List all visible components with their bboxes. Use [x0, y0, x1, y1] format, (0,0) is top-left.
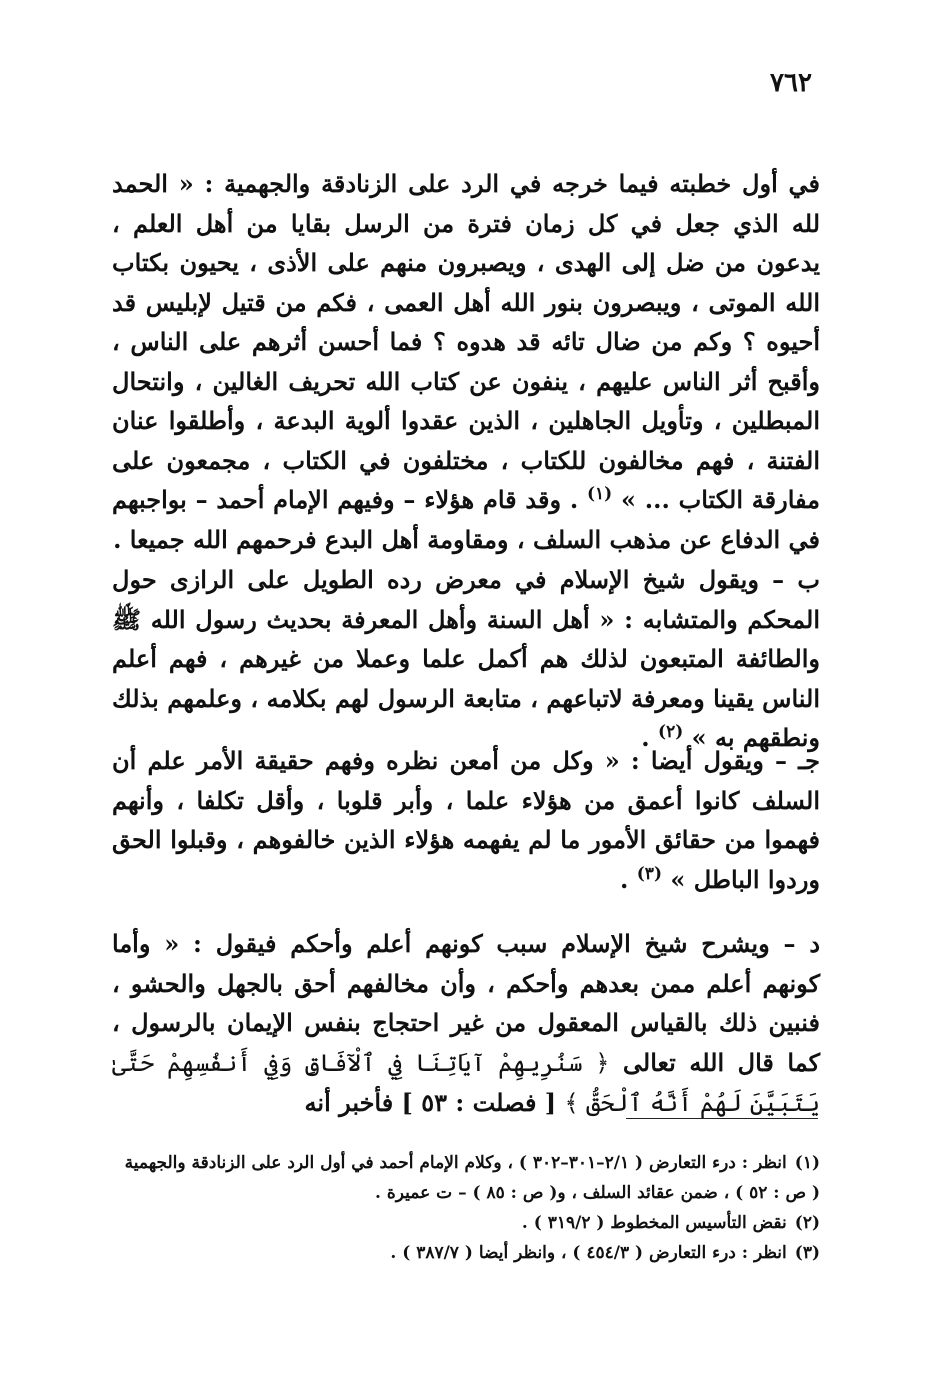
paragraph-4-text: د – ويشرح شيخ الإسلام سبب كونهم أعلم وأحكم فيقول : « وأما كونهم أعلم ممن بعدهم وأحكم ، وأن مخالفهم أحق بالجهل والحشو ، فنبين ذلك بالقياس المعقول من غير احتجاج بنفس الإيمان بالرسول ، كما قال الله تعالى: [112, 929, 821, 1077]
paragraph-2-continuation: .: [641, 723, 650, 752]
footnote-1-number: (١): [794, 1153, 820, 1173]
footnote-1: [112, 1148, 820, 1208]
footnote-3-number: (٣): [794, 1243, 820, 1263]
paragraph-1-continuation: . وقد قام هؤلاء – وفيهم الإمام أحمد – بواجبهم في الدفاع عن مذهب السلف ، ومقاومة أهل البدع فرحمهم الله جميعا .: [112, 485, 820, 554]
footnote-ref-2: (٢): [658, 722, 684, 742]
paragraph-3-text: جـ – ويقول أيضا : « وكل من أمعن نظره وفهم حقيقة الأمر علم أن السلف كانوا أعمق من هؤلاء علما ، وأبر قلوبا ، وأقل تكلفا ، وأنهم فهموا من حقائق الأمور ما لم يفهمه هؤلاء الذين خالفوهم ، وقبلوا الحق وردوا الباطل »: [112, 746, 820, 894]
footnote-2: [112, 1208, 820, 1238]
footnote-ref-3: (٣): [636, 863, 662, 884]
paragraph-4-continuation: [ فصلت : ٥٣ ] فأخبر أنه: [304, 1088, 557, 1117]
paragraph-3: [112, 741, 820, 899]
paragraph-1-text: في أول خطبته فيما خرجه في الرد على الزنادقة والجهمية : « الحمد لله الذي جعل في كل زمان فترة من الرسل بقايا من أهل العلم ، يدعون من ضل إلى الهدى ، ويصبرون منهم على الأذى ، يحيون بكتاب الله الموتى ، ويبصرون بنور الله أهل العمى ، فكم من قتيل لإبليس قد أحيوه ؟ وكم من ضال تائه قد هدوه ؟ فما أحسن أثرهم على الناس ، وأقبح أثر الناس عليهم ، ينفون عن كتاب الله تحريف الغالين ، وانتحال المبطلين ، وتأويل الجاهلين ، الذين عقدوا ألوية البدعة ، وأطلقوا عنان الفتنة ، فهم مخالفون للكتاب ، مختلفون في الكتاب ، مجمعون على مفارقة الكتاب ... »: [112, 169, 821, 514]
quran-verse: ﴿ سَنُرِيهِمْ آيَاتِنَا فِي ٱلْآفَاقِ وَفِي أَنفُسِهِمْ حَتَّىٰ يَتَبَيَّنَ لَهُمْ أَنَّهُ ٱلْحَقُّ ﴾: [112, 1048, 820, 1117]
footnote-3-text: انظر : درء التعارض ( ٤٥٤/٣ ) ، وانظر أيضا ( ٣٨٧/٧ ) .: [390, 1243, 787, 1263]
footnote-separator: [626, 1118, 818, 1119]
footnote-3: [112, 1238, 820, 1268]
paragraph-3-continuation: .: [620, 864, 629, 894]
paragraph-4: [112, 924, 820, 1124]
paragraph-1: [112, 164, 820, 559]
footnote-2-number: (٢): [794, 1213, 820, 1233]
footnote-ref-1: (١): [586, 484, 613, 504]
footnotes: [112, 1148, 820, 1268]
footnote-1-text: انظر : درء التعارض ( ٢/١–٣٠١–٣٠٢ ) ، وكلام الإمام أحمد في أول الرد على الزنادقة والجهمية ( ص : ٥٢ ) ، ضمن عقائد السلف ، و( ص : ٨٥ ) – ت عميرة .: [124, 1153, 820, 1203]
page-number: ٧٦٢: [770, 68, 812, 98]
paragraph-2: [112, 560, 820, 758]
footnote-2-text: نقض التأسيس المخطوط ( ٣١٩/٢ ) .: [521, 1213, 787, 1233]
paragraph-2-text: ب – ويقول شيخ الإسلام في معرض رده الطويل على الرازى حول المحكم والمتشابه : « أهل السنة وأهل المعرفة بحديث رسول الله ﷺ والطائفة المتبعون لذلك هم أكمل علما وعملا من غيرهم ، فهم أعلم الناس يقينا ومعرفة لاتباعهم ، متابعة الرسول لهم بكلامه ، وعلمهم بذلك ونطقهم به »: [112, 565, 820, 752]
